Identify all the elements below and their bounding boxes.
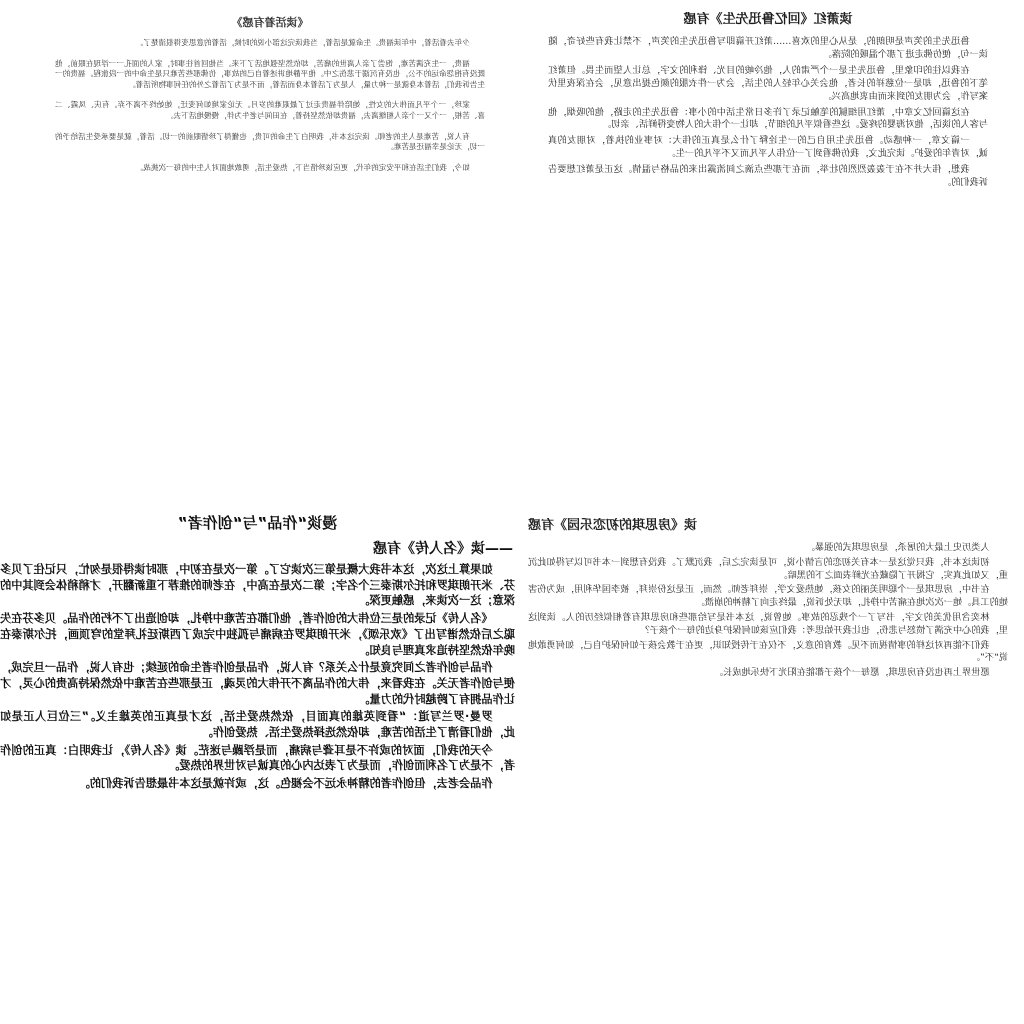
essay-paragraph: 愿世界上再也没有房思琪，愿每一个孩子都能在阳光下快乐地成长。 — [713, 667, 990, 679]
essay-title: 漫谈“作品”与“创作者” — [177, 514, 338, 532]
essay-title: 读《房思琪的初恋乐园》有感 — [528, 518, 698, 533]
essay-title: 读萧红《回忆鲁迅先生》有感 — [683, 12, 853, 27]
essay-paragraph: 我想，伟大并不在于轰轰烈烈的壮举，而在于那些点滴之间流露出来的品格与温情。这正是萧红想要告诉我们的。 — [548, 164, 988, 189]
essay-paragraph: 福贵，一生充满苦难，饱尝了亲人离世的痛苦，却依然坚强地活了下来。当他回首往事时，家人的面孔一一浮现在眼前，他既没有抱怨命运的不公，也没有沉溺于悲伤之中。他平静地讲述着自己的故事，仿佛那些苦难只是生命中的一段旅程。福贵的一生告诉我们，活着本身就是一种力量，人是为了活着本身而活着，而不是为了活着之外的任何事物所活着。 — [55, 58, 485, 89]
essay-panel-living — [55, 6, 485, 446]
essay-paragraph: 初读这本书，我只觉这是一本有关初恋的言情小说，可是读完之后，我沉默了。我没有想到一本书可以写得如此沉重，又如此真实，它揭开了隐藏在光鲜表面之下的黑暗。 — [528, 556, 1008, 581]
essay-paragraph: 在书中，房思琪是一个聪明美丽的女孩，她热爱文学，崇拜老师。然而，正是这份崇拜，被李国华利用，成为伤害她的工具。她一次次地在痛苦中挣扎，却无处诉说，最终走向了精神的崩溃。 — [528, 584, 1008, 609]
essay-panel-biographies — [0, 508, 515, 1008]
essay-paragraph: 人类历史上最大的屠杀，是房思琪式的强暴。 — [805, 542, 990, 553]
essay-paragraph: 一篇文章，一种感动。鲁迅先生用自己的一生诠释了什么是真正的伟大：对事业的执着，对朋友的真诚，对青年的爱护。读完此文，我仿佛看到了一位伟人平凡而又不平凡的一生。 — [548, 135, 988, 160]
essay-title: 《读活着有感》 — [231, 16, 309, 29]
essay-paragraph: 鲁迅先生的笑声是明朗的，是从心里的欢喜……萧红开篇即写鲁迅先生的笑声，不禁让我有些好奇，随读一句，便仿佛走进了那个温暖的院落。 — [548, 36, 988, 60]
essay-paragraph: 有人说，苦难是人生的老师。读完这本书，我明白了生命的可贵，也懂得了珍惜眼前的一切。活着，就是要承受生活给予的一切，无论是幸福还是苦难。 — [55, 131, 485, 152]
essay-subtitle: ——读《名人传》有感 — [373, 541, 513, 557]
essay-panel-luxun — [548, 4, 988, 404]
essay-paragraph: 在我以往的印象里，鲁迅先生是一个严肃的人，他冷峻的目光、锋利的文字，总让人望而生畏。但萧红笔下的鲁迅，却是一位慈祥的长者，他会关心年轻人的生活，会为一件衣服的颜色提出意见，会在深夜里伏案写作，会为朋友的到来而由衷地高兴。 — [548, 64, 988, 102]
essay-paragraph: 如今，我们生活在和平安定的年代，更应该珍惜当下，热爱生活，勇敢地面对人生中的每一次挑战。 — [135, 162, 470, 172]
essay-paragraph: 《名人传》记录的是三位伟大的创作者，他们都在苦难中挣扎，却创造出了不朽的作品。贝多芬在失聪之后依然谱写出了《欢乐颂》，米开朗琪罗在病痛与孤独中完成了西斯廷礼拜堂的穹顶画，托尔斯泰在晚年依然坚持追求真理与良知。 — [0, 612, 515, 657]
essay-paragraph: 少年去看活着，中年读福贵。生命就是活着，当我读完这部小说的时候，活着的意思变得很清楚了。 — [135, 38, 470, 47]
essay-paragraph: 罗曼·罗兰写道：“看到英雄的真面目，依然热爱生活，这才是真正的英雄主义。”三位巨人正是如此，他们看清了生活的苦难，却依然选择热爱生活、热爱创作。 — [0, 710, 515, 740]
essay-panel-fang-siqi — [528, 512, 1008, 922]
essay-paragraph: 林奕含用优美的文字，书写了一个残忍的故事。她曾说，这本书是写给那些和房思琪有着相似经历的人。读到这里，我的心中充满了愤怒与悲伤，也让我开始思考：我们应该如何保护身边的每一个孩子？ — [528, 611, 1008, 636]
essay-paragraph: 在这篇回忆文章中，萧红用细腻的笔触记录了许多日常生活中的小事：鲁迅先生的走路，他的吸烟，他与客人的谈话，他对海婴的疼爱。这些看似平凡的细节，却让一个伟大的人物变得鲜活、亲切。 — [548, 106, 988, 131]
essay-paragraph: 今天的我们，面对的或许不是耳聋与病痛，而是浮躁与迷茫。读《名人传》，让我明白：真正的创作者，不是为了名利而创作，而是为了表达内心的真诚与对世界的热爱。 — [0, 743, 515, 773]
essay-paragraph: 作品与创作者之间究竟是什么关系？有人说，作品是创作者生命的延续；也有人说，作品一旦完成，便与创作者无关。在我看来，伟大的作品离不开伟大的灵魂，正是那些在苦难中依然保持高贵的心灵，才让作品拥有了跨越时代的力量。 — [0, 661, 515, 706]
essay-paragraph: 作品会老去，但创作者的精神永远不会褪色。这，或许就是这本书最想告诉我们的。 — [78, 777, 493, 791]
essay-paragraph: 我们不能再对这样的事情视而不见。教育的意义，不仅在于传授知识，更在于教会孩子如何保护自己，如何勇敢地说“不”。 — [528, 639, 1008, 664]
essay-paragraph: 家珍，一个平凡而伟大的女性，她陪伴福贵走过了最艰难的岁月。无论家境如何变迁，她始终不离不弃。有庆、凤霞、二喜、苦根，一个又一个亲人相继离去，福贵却依然坚持着，在田间与老牛为伴，慢慢地活下去。 — [55, 100, 485, 120]
essay-paragraph: 如果算上这次，这本书我大概是第三次读它了。第一次是在初中，那时读得很是匆忙，只记住了贝多芬、米开朗琪罗和托尔斯泰三个名字；第二次是在高中，在老师的推荐下重新翻开，才稍稍体会到其中的深意；这一次读来，感触更深。 — [0, 563, 515, 608]
